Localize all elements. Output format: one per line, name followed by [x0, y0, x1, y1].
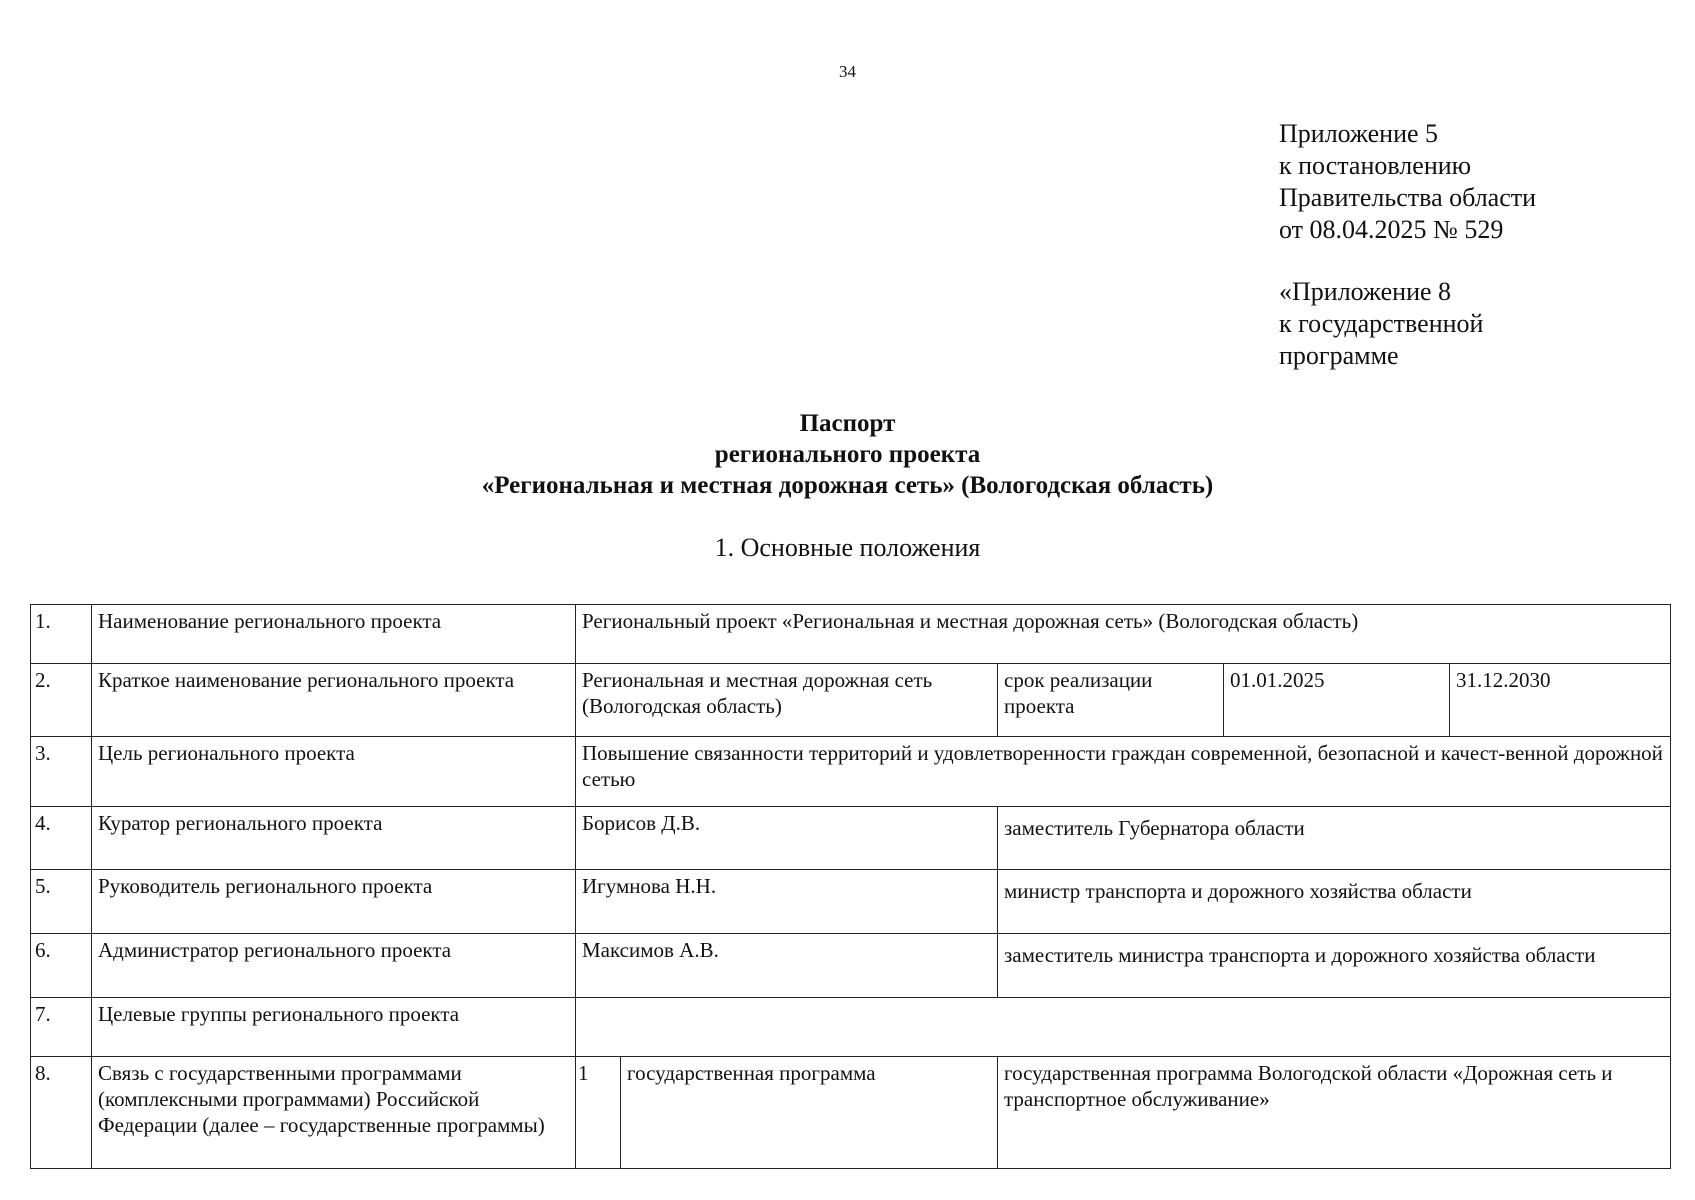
section-heading: 1. Основные положения — [714, 533, 981, 562]
row-number: 7. — [31, 998, 92, 1057]
row-number: 5. — [31, 870, 92, 934]
program-name: государственная программа Вологодской области «Дорожная сеть и транспортное обслуживание» — [998, 1057, 1671, 1169]
row-label: Наименование регионального проекта — [92, 605, 576, 664]
appendix-line: от 08.04.2025 № 529 — [1279, 215, 1504, 244]
person-position: заместитель Губернатора области — [998, 807, 1671, 870]
person-name: Игумнова Н.Н. — [576, 870, 998, 934]
row-label: Связь с государственными программами (комплексными программами) Российской Федерации (далее – государственные программы) — [92, 1057, 576, 1169]
person-name: Борисов Д.В. — [576, 807, 998, 870]
table-row — [31, 998, 1671, 1057]
row-label: Руководитель регионального проекта — [92, 870, 576, 934]
row-label: Краткое наименование регионального проекта — [92, 664, 576, 737]
table-row — [31, 664, 1671, 737]
document-title — [0, 408, 1695, 501]
row-value: Повышение связанности территорий и удовлетворенности граждан современной, безопасной и качест-венной дорожной сетью — [576, 737, 1671, 807]
start-date: 01.01.2025 — [1224, 664, 1450, 737]
title-line-2: регионального проекта — [714, 441, 981, 468]
appendix-quote-line: «Приложение 8 — [1279, 277, 1452, 306]
row-number: 3. — [31, 737, 92, 807]
row-number: 8. — [31, 1057, 92, 1169]
row-number: 4. — [31, 807, 92, 870]
row-number: 6. — [31, 934, 92, 998]
program-sub-number: 1 — [576, 1057, 621, 1169]
table-row — [31, 605, 1671, 664]
term-label: срок реализации проекта — [998, 664, 1224, 737]
appendix-line: Приложение 5 — [1279, 119, 1439, 148]
row-value: Региональный проект «Региональная и местная дорожная сеть» (Вологодская область) — [576, 605, 1671, 664]
person-position: заместитель министра транспорта и дорожного хозяйства области — [998, 934, 1671, 998]
row-number: 2. — [31, 664, 92, 737]
page-number: 34 — [839, 62, 856, 81]
appendix-block — [1279, 118, 1536, 372]
person-position: министр транспорта и дорожного хозяйства области — [998, 870, 1671, 934]
table-row — [31, 807, 1671, 870]
table-row — [31, 737, 1671, 807]
appendix-quote-line: программе — [1279, 341, 1399, 370]
appendix-line: Правительства области — [1279, 183, 1537, 212]
row-label: Целевые группы регионального проекта — [92, 998, 576, 1057]
end-date: 31.12.2030 — [1450, 664, 1671, 737]
table-row — [31, 934, 1671, 998]
appendix-spacer — [1279, 246, 1536, 276]
appendix-quote-line: к государственной — [1279, 309, 1484, 338]
table-row — [31, 1057, 1671, 1169]
row-value: Региональная и местная дорожная сеть (Вологодская область) — [576, 664, 998, 737]
row-value — [576, 998, 1671, 1057]
row-label: Цель регионального проекта — [92, 737, 576, 807]
row-label: Куратор регионального проекта — [92, 807, 576, 870]
appendix-line: к постановлению — [1279, 151, 1472, 180]
row-number: 1. — [31, 605, 92, 664]
passport-table — [30, 604, 1671, 1169]
person-name: Максимов А.В. — [576, 934, 998, 998]
program-type: государственная программа — [621, 1057, 998, 1169]
title-line-3: «Региональная и местная дорожная сеть» (Вологодская область) — [481, 472, 1214, 499]
table-row — [31, 870, 1671, 934]
title-line-1: Паспорт — [799, 410, 896, 437]
row-label: Администратор регионального проекта — [92, 934, 576, 998]
